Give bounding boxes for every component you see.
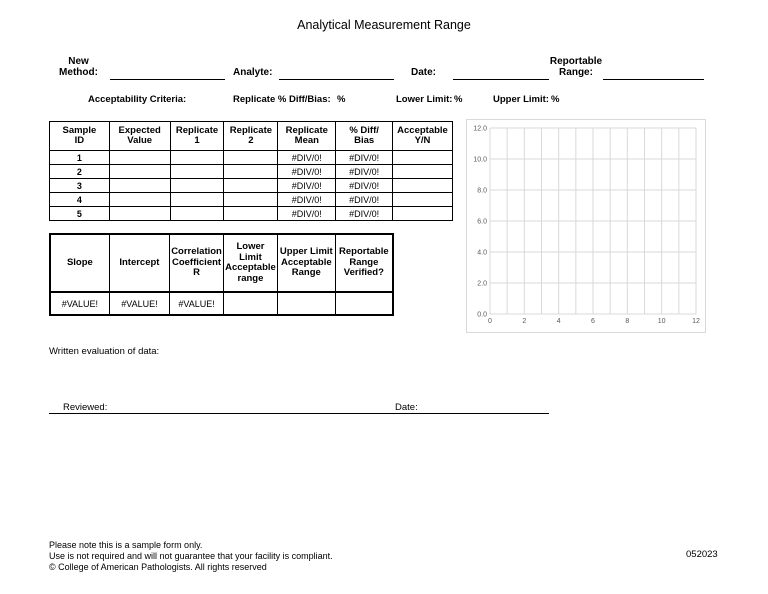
regression-summary-table [49, 233, 394, 316]
column-header: Upper Limit Acceptable Range [277, 234, 335, 292]
acceptable-cell[interactable] [393, 207, 453, 221]
acceptability-criteria-label: Acceptability Criteria: [88, 94, 187, 105]
lower-limit-label: Lower Limit: [396, 94, 453, 105]
replicate-1-cell[interactable] [170, 207, 224, 221]
table-header-row [50, 234, 393, 292]
footer-note [49, 540, 333, 573]
range-verified-cell[interactable] [335, 292, 393, 315]
diff-bias-cell: #DIV/0! [336, 207, 393, 221]
column-header: Reportable Range Verified? [335, 234, 393, 292]
table-row [50, 193, 453, 207]
y-tick-label: 4.0 [477, 249, 487, 257]
review-date-label: Date: [395, 402, 418, 413]
scatter-chart-frame [466, 119, 706, 333]
acceptable-cell[interactable] [393, 151, 453, 165]
lower-limit-cell[interactable] [224, 292, 278, 315]
diff-bias-cell: #DIV/0! [336, 151, 393, 165]
column-header: % Diff/ Bias [336, 122, 393, 151]
x-tick-label: 6 [591, 318, 595, 325]
column-header: Replicate Mean [278, 122, 336, 151]
evaluation-label: Written evaluation of data: [49, 346, 160, 357]
y-tick-label: 8.0 [477, 187, 487, 195]
sample-id-cell: 5 [50, 207, 110, 221]
column-header: Acceptable Y/N [393, 122, 453, 151]
reviewed-label: Reviewed: [63, 402, 108, 413]
column-header: Correlation Coefficient R [170, 234, 224, 292]
replicate-1-cell[interactable] [170, 165, 224, 179]
review-signature-line[interactable] [49, 413, 549, 414]
reportable-range-field[interactable] [603, 79, 704, 80]
column-header: Expected Value [109, 122, 170, 151]
expected-value-cell[interactable] [109, 151, 170, 165]
expected-value-cell[interactable] [109, 207, 170, 221]
replicate-2-cell[interactable] [224, 207, 278, 221]
date-label: Date: [411, 67, 437, 78]
column-header: Sample ID [50, 122, 110, 151]
x-tick-label: 8 [625, 318, 630, 325]
x-tick-label: 12 [692, 318, 700, 325]
replicate-mean-cell: #DIV/0! [278, 165, 336, 179]
y-tick-label: 12.0 [473, 125, 487, 133]
y-tick-label: 6.0 [477, 218, 487, 226]
analyte-label: Analyte: [233, 67, 273, 78]
upper-limit-cell[interactable] [277, 292, 335, 315]
table-row [50, 207, 453, 221]
replicate-2-cell[interactable] [224, 179, 278, 193]
y-tick-label: 10.0 [473, 156, 487, 164]
diff-bias-cell: #DIV/0! [336, 165, 393, 179]
column-header: Intercept [109, 234, 169, 292]
reportable-range-label: Reportable Range: [549, 56, 603, 78]
acceptable-cell[interactable] [393, 165, 453, 179]
table-header-row [50, 122, 453, 151]
replicate-diff-label: Replicate % Diff/Bias: [233, 94, 331, 105]
column-header: Replicate 1 [170, 122, 224, 151]
slope-cell: #VALUE! [50, 292, 109, 315]
table-row [50, 151, 453, 165]
y-tick-label: 0.0 [477, 311, 487, 319]
replicate-mean-cell: #DIV/0! [278, 207, 336, 221]
expected-value-cell[interactable] [109, 179, 170, 193]
analyte-field[interactable] [279, 79, 394, 80]
x-tick-label: 2 [522, 318, 527, 325]
page-title: Analytical Measurement Range [297, 18, 471, 32]
form-code: 052023 [686, 549, 718, 560]
scatter-chart [467, 120, 705, 332]
footer-line: © College of American Pathologists. All rights reserved [49, 562, 267, 572]
column-header: Replicate 2 [224, 122, 278, 151]
table-row [50, 165, 453, 179]
footer-line: Please note this is a sample form only. [49, 540, 203, 550]
acceptable-cell[interactable] [393, 193, 453, 207]
replicate-1-cell[interactable] [170, 179, 224, 193]
upper-limit-label: Upper Limit: [493, 94, 549, 105]
expected-value-cell[interactable] [109, 193, 170, 207]
sample-id-cell: 3 [50, 179, 110, 193]
new-method-field[interactable] [110, 79, 225, 80]
y-tick-label: 2.0 [477, 280, 487, 288]
table-row [50, 179, 453, 193]
diff-bias-cell: #DIV/0! [336, 179, 393, 193]
replicate-1-cell[interactable] [170, 151, 224, 165]
sample-id-cell: 4 [50, 193, 110, 207]
new-method-label: New Method: [59, 56, 98, 78]
replicate-1-cell[interactable] [170, 193, 224, 207]
replicate-2-cell[interactable] [224, 151, 278, 165]
acceptable-cell[interactable] [393, 179, 453, 193]
footer-line: Use is not required and will not guarantee that your facility is compliant. [49, 551, 333, 561]
intercept-cell: #VALUE! [109, 292, 169, 315]
x-tick-label: 0 [488, 318, 492, 325]
lower-limit-unit: % [454, 94, 463, 105]
x-tick-label: 4 [556, 318, 561, 325]
sample-id-cell: 1 [50, 151, 110, 165]
replicate-diff-unit: % [337, 94, 346, 105]
diff-bias-cell: #DIV/0! [336, 193, 393, 207]
sample-results-table [49, 121, 453, 221]
column-header: Slope [50, 234, 109, 292]
replicate-2-cell[interactable] [224, 193, 278, 207]
table-row [50, 292, 393, 315]
replicate-mean-cell: #DIV/0! [278, 151, 336, 165]
replicate-mean-cell: #DIV/0! [278, 179, 336, 193]
column-header: Lower Limit Acceptable range [224, 234, 278, 292]
upper-limit-unit: % [551, 94, 560, 105]
replicate-mean-cell: #DIV/0! [278, 193, 336, 207]
sample-id-cell: 2 [50, 165, 110, 179]
expected-value-cell[interactable] [109, 165, 170, 179]
replicate-2-cell[interactable] [224, 165, 278, 179]
x-tick-label: 10 [657, 318, 666, 325]
correlation-cell: #VALUE! [170, 292, 224, 315]
date-field[interactable] [453, 79, 549, 80]
